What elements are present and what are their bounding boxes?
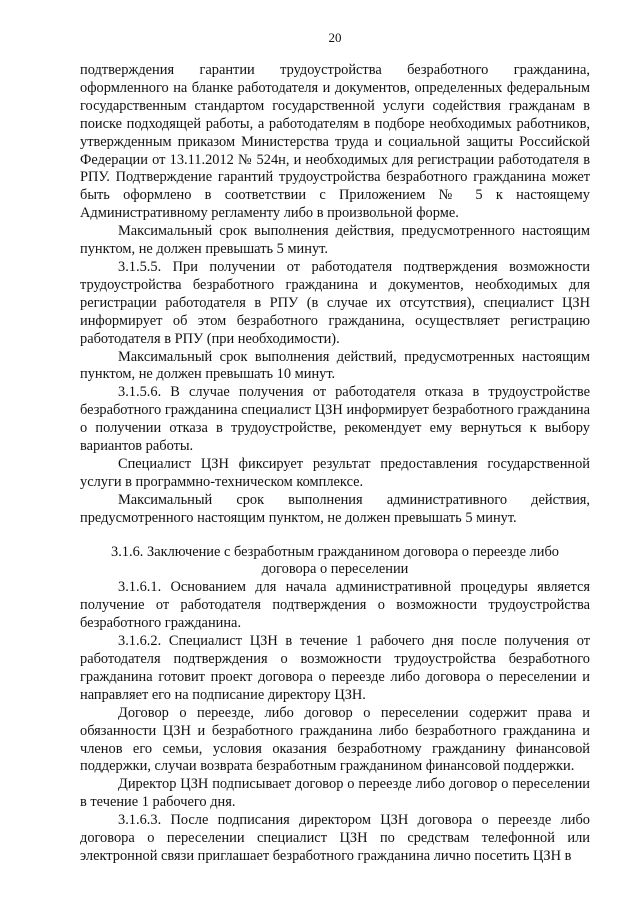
paragraph-max-time-10min: Максимальный срок выполнения действий, предусмотренных настоящим пунктом, не должен превышать 10 минут. <box>80 348 590 383</box>
paragraph-contract-content: Договор о переезде, либо договор о переселении содержит права и обязанности ЦЗН и безработного гражданина либо безработного гражданина и членов его семьи, условия оказания безработному гражданину финансовой поддержки, случаи возврата безработным гражданином финансовой поддержки. <box>80 704 590 775</box>
paragraph-continuation: подтверждения гарантии трудоустройства безработного гражданина, оформленного на бланке работодателя и документов, определенных федеральным государственным стандартом государственной услуги содействия гражданам в поиске подходящей работы, а работодателям в подборе необходимых работников, утвержденным приказом Министерства труда и социальной защиты Российской Федерации от 13.11.2012 № 524н, и необходимых для регистрации работодателя в РПУ. Подтверждение гарантий трудоустройства безработного гражданина может быть оформлено в соответствии с Приложением № 5 к настоящему Административному регламенту либо в произвольной форме. <box>80 62 590 222</box>
paragraph-3-1-5-6: 3.1.5.6. В случае получения от работодателя отказа в трудоустройстве безработного гражданина специалист ЦЗН информирует безработного гражданина о получении отказа в трудоустройстве, рекомендует ему вернуться к выбору вариантов работы. <box>80 384 590 455</box>
paragraph-max-time-5min: Максимальный срок выполнения действия, предусмотренного настоящим пунктом, не должен превышать 5 минут. <box>80 223 590 258</box>
paragraph-3-1-6-1: 3.1.6.1. Основанием для начала административной процедуры является получение от работодателя подтверждения о возможности трудоустройства безработного гражданина. <box>80 579 590 632</box>
page-number: 20 <box>328 30 342 45</box>
paragraph-3-1-6-2: 3.1.6.2. Специалист ЦЗН в течение 1 рабочего дня после получения от работодателя подтверждения о возможности трудоустройства безработного гражданина готовит проект договора о переезде либо договора о переселении и направляет его на подписание директору ЦЗН. <box>80 633 590 703</box>
paragraph-result-fixation: Специалист ЦЗН фиксирует результат предоставления государственной услуги в программно-техническом комплексе. <box>80 455 590 490</box>
paragraph-3-1-6-3: 3.1.6.3. После подписания директором ЦЗН договора о переезде либо договора о переселении специалист ЦЗН по средствам телефонной или электронной связи приглашает безработного гражданина лично посетить ЦЗН в <box>80 812 590 864</box>
paragraph-max-time-admin: Максимальный срок выполнения административного действия, предусмотренного настоящим пунктом, не должен превышать 5 минут. <box>80 491 590 526</box>
document-page <box>80 0 590 905</box>
paragraph-3-1-5-5: 3.1.5.5. При получении от работодателя подтверждения возможности трудоустройства безработного гражданина и документов, необходимых для регистрации работодателя в РПУ (в случае их отсутствия), специалист ЦЗН информирует об этом безработного гражданина, осуществляет регистрацию работодателя в РПУ (при необходимости). <box>80 258 590 347</box>
section-heading-3-1-6: 3.1.6. Заключение с безработным гражданином договора о переезде либо договора о переселении <box>111 543 559 578</box>
document-body <box>80 62 590 866</box>
paragraph-director-signs: Директор ЦЗН подписывает договор о переезде либо договор о переселении в течение 1 рабочего дня. <box>80 776 590 811</box>
